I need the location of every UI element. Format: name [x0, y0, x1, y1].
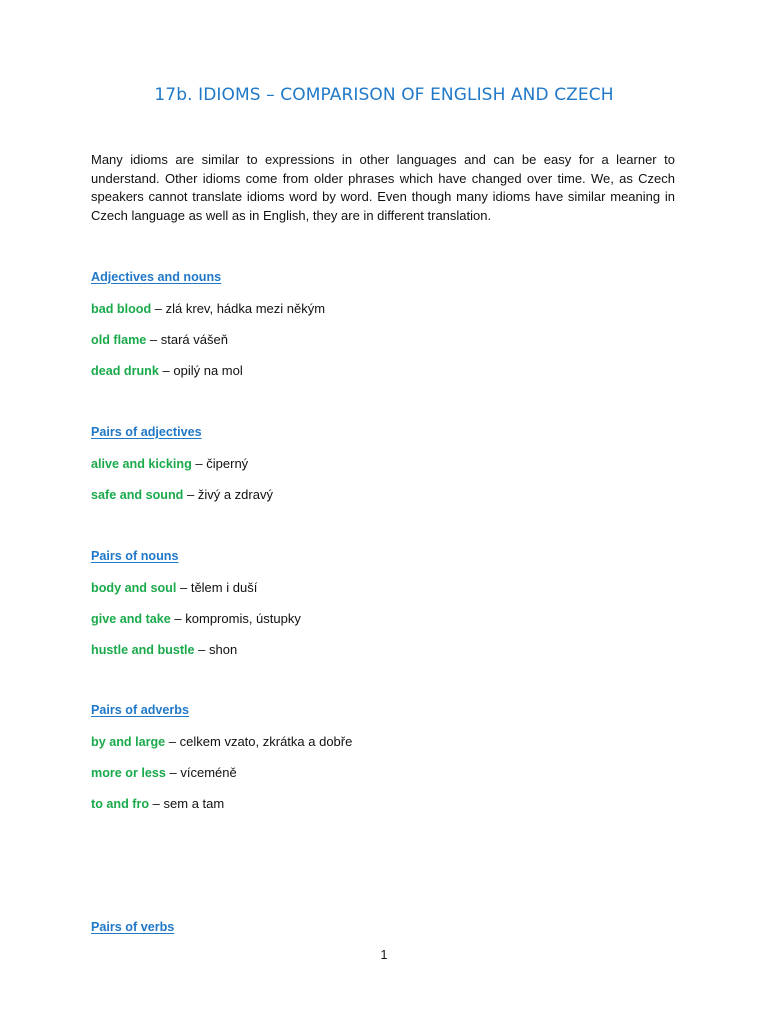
idiom-english: to and fro	[91, 797, 150, 811]
idiom-czech: víceméně	[180, 765, 237, 780]
idiom-english: dead drunk	[91, 364, 159, 378]
idiom-english: more or less	[91, 766, 166, 780]
idiom-english: body and soul	[91, 581, 177, 595]
idiom-entry	[91, 611, 301, 626]
idiom-separator: –	[151, 301, 166, 316]
idiom-separator: –	[191, 456, 207, 471]
idiom-separator: –	[176, 580, 191, 595]
idiom-czech: celkem vzato, zkrátka a dobře	[179, 734, 353, 749]
idiom-separator: –	[165, 765, 181, 780]
idiom-english: give and take	[91, 612, 171, 626]
section-heading-adjectives-and-nouns[interactable]: Adjectives and nouns	[91, 270, 222, 284]
section-heading-pairs-of-nouns[interactable]: Pairs of nouns	[91, 549, 179, 563]
idiom-entry	[91, 301, 325, 316]
intro-paragraph: Many idioms are similar to expressions in other languages and can be easy for a learner to understand. Other idioms come from older phrases which have changed over time. We, as Czech speakers cannot translate idioms word by word. Even though many idioms have similar meaning in Czech language as well as in English, they are in different translation.	[91, 152, 675, 223]
idiom-separator: –	[170, 611, 186, 626]
idiom-entry	[91, 332, 228, 347]
idiom-english: safe and sound	[91, 488, 184, 502]
idiom-czech: zlá krev, hádka mezi někým	[165, 301, 326, 316]
idiom-entry	[91, 580, 257, 595]
idiom-separator: –	[194, 642, 210, 657]
idiom-english: old flame	[91, 333, 147, 347]
idiom-czech: sem a tam	[163, 796, 225, 811]
idiom-separator: –	[149, 796, 164, 811]
idiom-english: alive and kicking	[91, 457, 192, 471]
idiom-entry	[91, 642, 237, 657]
idiom-czech: živý a zdravý	[197, 487, 273, 502]
idiom-entry	[91, 363, 243, 378]
idiom-entry	[91, 456, 248, 471]
idiom-czech: stará vášeň	[160, 332, 228, 347]
idiom-czech: tělem i duší	[190, 580, 258, 595]
idiom-czech: čiperný	[206, 456, 249, 471]
idiom-entry	[91, 796, 224, 811]
idiom-separator: –	[165, 734, 180, 749]
idiom-english: hustle and bustle	[91, 643, 195, 657]
idiom-czech: shon	[209, 642, 238, 657]
section-heading-pairs-of-adverbs[interactable]: Pairs of adverbs	[91, 703, 189, 717]
section-heading-pairs-of-verbs[interactable]: Pairs of verbs	[91, 920, 175, 934]
document-title: 17b. IDIOMS – COMPARISON OF ENGLISH AND CZECH	[154, 85, 614, 105]
idiom-entry	[91, 765, 237, 780]
idiom-czech: kompromis, ústupky	[185, 611, 301, 626]
idiom-english: by and large	[91, 735, 166, 749]
idiom-entry	[91, 487, 273, 502]
idiom-czech: opilý na mol	[173, 363, 243, 378]
page-number: 1	[380, 948, 388, 962]
idiom-separator: –	[183, 487, 198, 502]
section-heading-pairs-of-adjectives[interactable]: Pairs of adjectives	[91, 425, 202, 439]
idiom-entry	[91, 734, 352, 749]
idiom-english: bad blood	[91, 302, 152, 316]
idiom-separator: –	[146, 332, 161, 347]
idiom-separator: –	[158, 363, 174, 378]
